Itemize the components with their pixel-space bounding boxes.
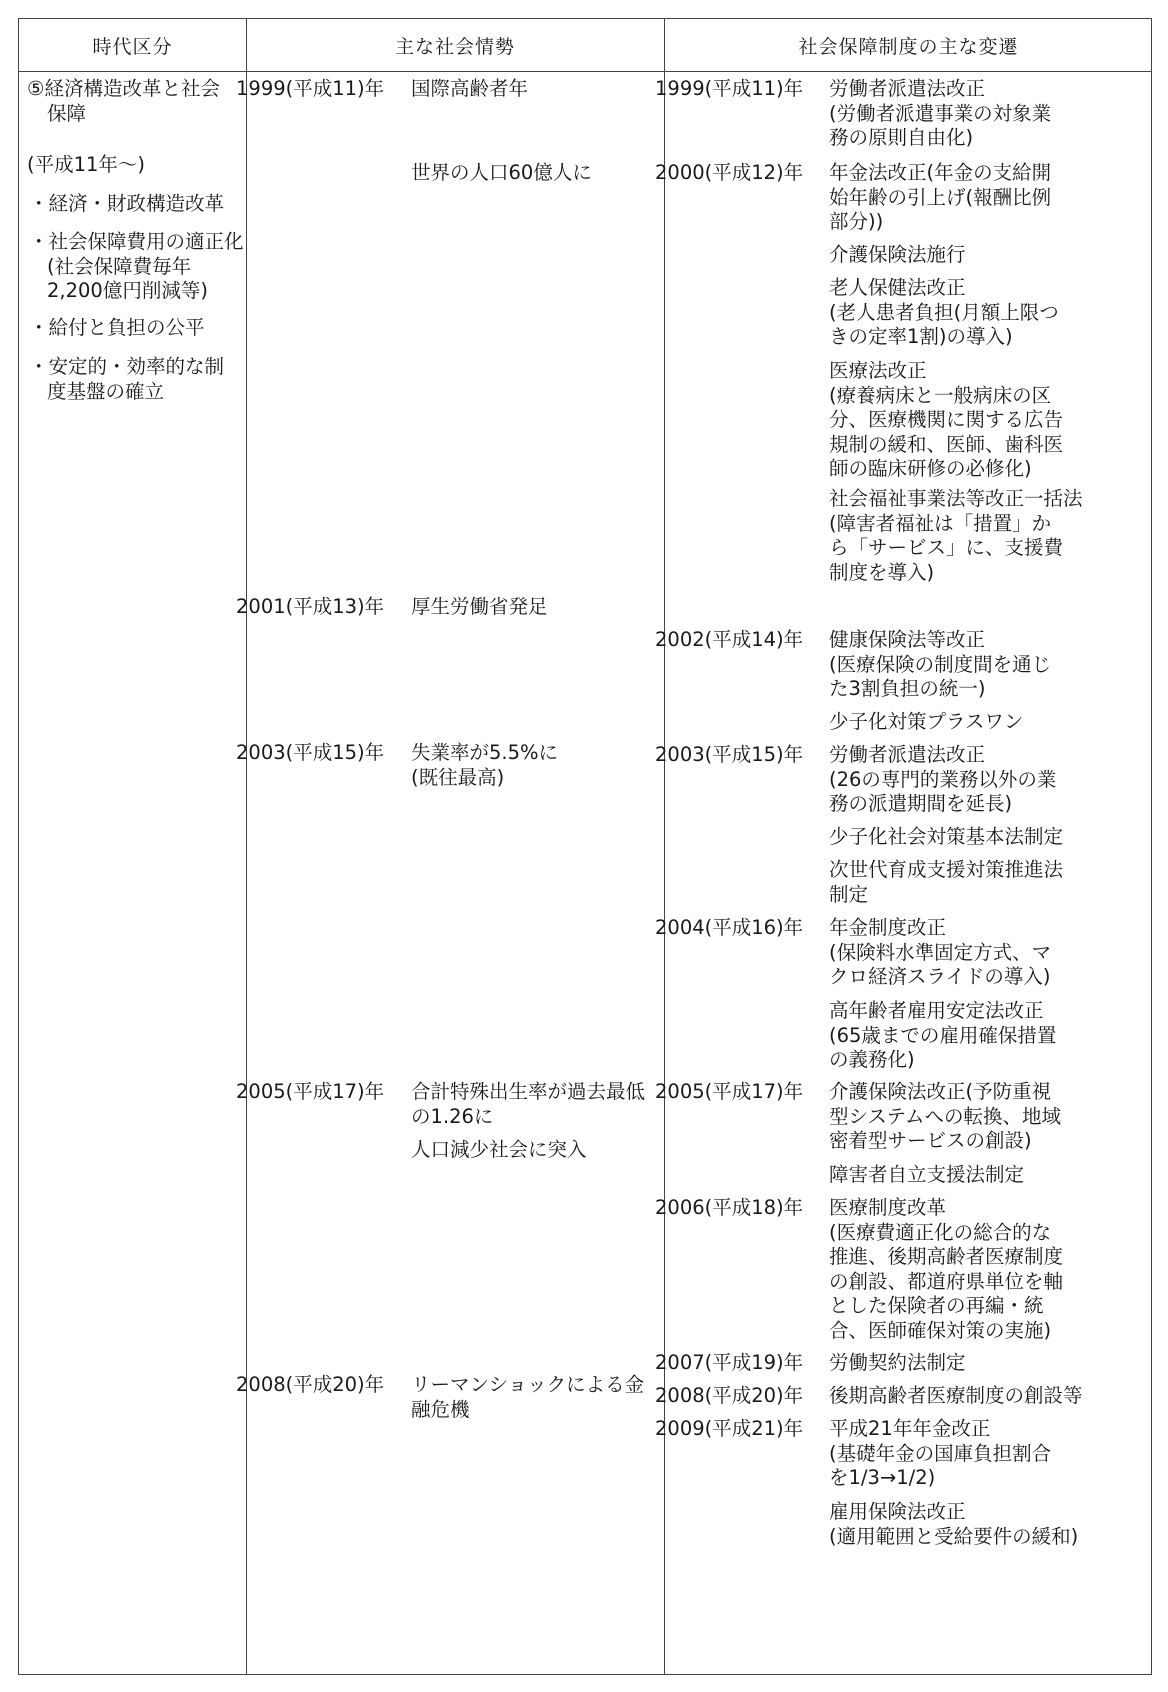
period-bullet: (社会保障費毎年 [47, 254, 192, 278]
welfare-reform: 労働契約法制定 [829, 1351, 966, 1374]
social-event: 融危機 [411, 1397, 470, 1421]
social-event: (既往最高) [411, 765, 505, 789]
welfare-reform: 健康保険法等改正 [829, 628, 986, 651]
welfare-reform: た3割負担の統一) [829, 677, 986, 700]
period-years: (平成11年〜) [27, 153, 146, 176]
welfare-year: 2002(平成14)年 [655, 628, 804, 651]
social-year: 1999(平成11)年 [236, 77, 385, 100]
welfare-year: 2006(平成18)年 [655, 1196, 804, 1219]
welfare-year: 2005(平成17)年 [655, 1080, 804, 1103]
social-year: 2001(平成13)年 [236, 595, 385, 618]
welfare-reform: 師の臨床研修の必修化) [829, 457, 1032, 480]
welfare-reform: ら「サービス」に、支援費 [829, 536, 1064, 559]
welfare-reform: の義務化) [829, 1048, 915, 1071]
header-divider [19, 71, 1151, 72]
welfare-reform: 医療制度改革 [829, 1196, 947, 1219]
welfare-reform: (保険料水準固定方式、マ [829, 940, 1052, 964]
welfare-reform: 年金法改正(年金の支給開 [829, 161, 1052, 184]
welfare-reform: (適用範囲と受給要件の緩和) [829, 1524, 1079, 1548]
social-event: 失業率が5.5%に [411, 741, 559, 764]
period-title: ⑤経済構造改革と社会 [27, 77, 220, 100]
welfare-reform: (26の専門的業務以外の業 [829, 767, 1057, 791]
welfare-reform: 合、医師確保対策の実施) [829, 1318, 1052, 1342]
welfare-reform: 少子化社会対策基本法制定 [829, 825, 1064, 848]
welfare-year: 2009(平成21)年 [655, 1417, 804, 1440]
welfare-reform: 務の派遣期間を延長) [829, 792, 1013, 815]
welfare-reform: 密着型サービスの創設) [829, 1129, 1032, 1152]
welfare-reform: 高年齢者雇用安定法改正 [829, 999, 1044, 1022]
social-event: 人口減少社会に突入 [411, 1138, 587, 1161]
welfare-reform: 医療法改正 [829, 359, 927, 382]
welfare-reform: 介護保険法施行 [829, 243, 966, 266]
welfare-reform: (65歳までの雇用確保措置 [829, 1023, 1057, 1047]
period-bullet: ・社会保障費用の適正化 [29, 230, 244, 253]
welfare-reform: (療養病床と一般病床の区 [829, 383, 1052, 407]
welfare-year: 1999(平成11)年 [655, 77, 804, 100]
header-welfare: 社会保障制度の主な変遷 [798, 35, 1019, 58]
social-event: 厚生労働省発足 [411, 595, 548, 618]
welfare-reform: 労働者派遣法改正 [829, 77, 986, 100]
welfare-reform: 始年齢の引上げ(報酬比例 [829, 185, 1052, 209]
welfare-reform: 少子化対策プラスワン [829, 710, 1024, 733]
welfare-year: 2000(平成12)年 [655, 161, 804, 184]
welfare-reform: 社会福祉事業法等改正一括法 [829, 487, 1083, 510]
welfare-reform: とした保険者の再編・統 [829, 1294, 1044, 1317]
welfare-reform: 推進、後期高齢者医療制度 [829, 1245, 1064, 1268]
welfare-reform: を1/3→1/2) [829, 1466, 936, 1489]
welfare-reform: 年金制度改正 [829, 916, 947, 939]
period-bullet: ・安定的・効率的な制 [29, 355, 225, 378]
welfare-reform: 型システムへの転換、地域 [829, 1104, 1062, 1128]
welfare-reform: (基礎年金の国庫負担割合 [829, 1441, 1052, 1465]
welfare-reform: (障害者福祉は「措置」か [829, 511, 1052, 535]
welfare-year: 2003(平成15)年 [655, 743, 804, 766]
welfare-reform: 労働者派遣法改正 [829, 743, 986, 766]
welfare-reform: 部分)) [829, 210, 884, 233]
welfare-reform: 制定 [829, 882, 869, 906]
welfare-reform: 介護保険法改正(予防重視 [829, 1080, 1052, 1103]
social-year: 2008(平成20)年 [236, 1373, 385, 1396]
welfare-reform: 制度を導入) [829, 560, 935, 584]
period-bullet: ・給付と負担の公平 [29, 316, 205, 339]
social-event: 国際高齢者年 [411, 77, 529, 100]
period-bullet: 2,200億円削減等) [47, 279, 208, 302]
welfare-reform: (医療保険の制度間を通じ [829, 652, 1052, 676]
welfare-reform: 老人保健法改正 [829, 276, 966, 299]
welfare-reform: 務の原則自由化) [829, 126, 974, 149]
social-year: 2005(平成17)年 [236, 1080, 385, 1103]
welfare-reform: きの定率1割)の導入) [829, 325, 1013, 348]
welfare-reform: 障害者自立支援法制定 [829, 1163, 1025, 1186]
welfare-reform: 規制の緩和、医師、歯科医 [829, 432, 1064, 456]
welfare-year: 2008(平成20)年 [655, 1384, 804, 1407]
period-title: 保障 [47, 101, 87, 125]
welfare-reform: 次世代育成支援対策推進法 [829, 858, 1064, 881]
column-divider [246, 19, 247, 1674]
period-bullet: ・経済・財政構造改革 [29, 192, 225, 215]
header-period: 時代区分 [92, 35, 173, 58]
welfare-reform: クロ経済スライドの導入) [829, 965, 1051, 988]
welfare-reform: の創設、都道府県単位を軸 [829, 1269, 1064, 1293]
header-social: 主な社会情勢 [394, 35, 515, 58]
welfare-reform: 平成21年年金改正 [829, 1417, 991, 1440]
welfare-year: 2007(平成19)年 [655, 1351, 804, 1374]
period-bullet: 度基盤の確立 [47, 379, 165, 403]
welfare-reform: 雇用保険法改正 [829, 1500, 966, 1523]
social-year: 2003(平成15)年 [236, 741, 385, 764]
welfare-reform: 分、医療機関に関する広告 [829, 408, 1064, 431]
welfare-year: 2004(平成16)年 [655, 916, 804, 939]
social-event: の1.26に [411, 1104, 494, 1128]
social-event: 合計特殊出生率が過去最低 [411, 1080, 646, 1103]
welfare-reform: 後期高齢者医療制度の創設等 [829, 1384, 1083, 1407]
social-event: リーマンショックによる金 [411, 1373, 645, 1396]
welfare-reform: (老人患者負担(月額上限つ [829, 300, 1059, 324]
welfare-reform: (労働者派遣事業の対象業 [829, 101, 1052, 125]
welfare-reform: (医療費適正化の総合的な [829, 1220, 1052, 1244]
social-event: 世界の人口60億人に [411, 161, 592, 184]
history-table [18, 18, 1152, 1675]
